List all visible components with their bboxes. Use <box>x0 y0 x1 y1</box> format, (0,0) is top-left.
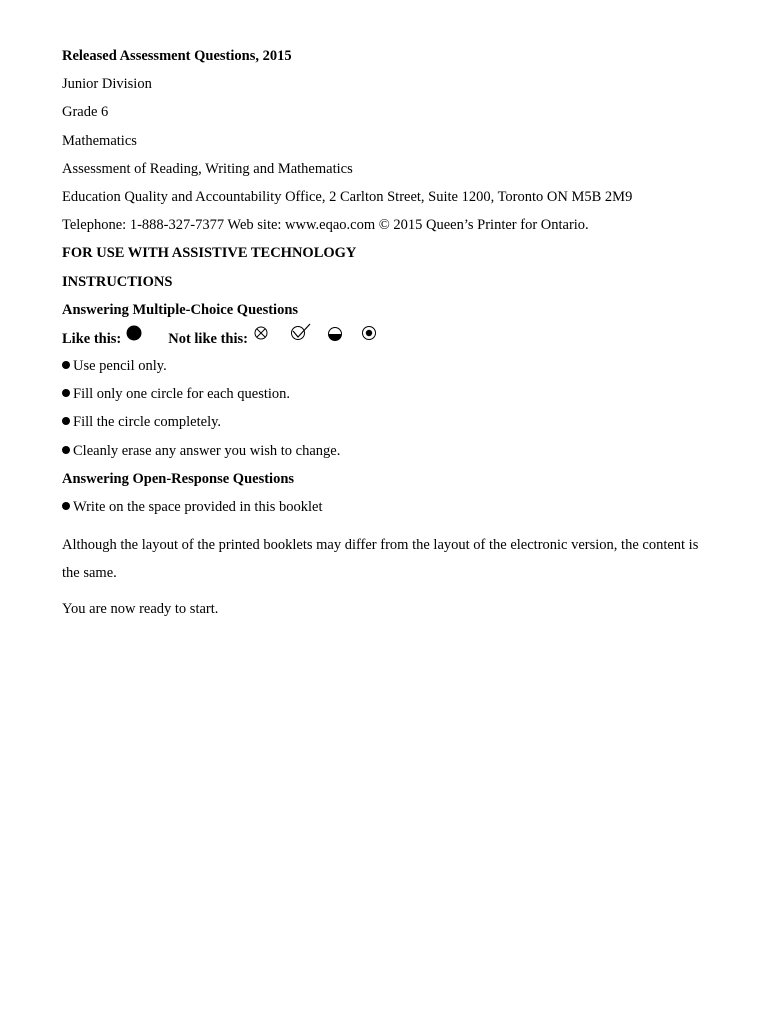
grade-text: Grade 6 <box>62 104 109 121</box>
half-filled-circle-icon <box>327 326 343 347</box>
answer-marking-example <box>62 326 722 354</box>
assistive-technology-notice: FOR USE WITH ASSISTIVE TECHNOLOGY <box>62 245 357 262</box>
crossed-circle-icon <box>254 326 268 345</box>
subject-text: Mathematics <box>62 132 137 149</box>
assessment-text: Assessment of Reading, Writing and Mathematics <box>62 160 353 177</box>
document-page <box>62 44 722 621</box>
contact-text: Telephone: 1-888-327-7377 Web site: www.eqao.com © 2015 Queen’s Printer for Ontario. <box>62 217 589 234</box>
filled-circle-icon <box>126 325 142 346</box>
bullet-icon <box>62 389 70 397</box>
open-response-heading: Answering Open-Response Questions <box>62 470 295 487</box>
checkmark-circle-icon <box>290 323 312 346</box>
bullet-icon <box>62 446 70 454</box>
bullet-icon <box>62 502 70 510</box>
document-title: Released Assessment Questions, 2015 <box>62 48 292 64</box>
list-item: Write on the space provided in this booklet <box>62 495 722 523</box>
dotted-circle-icon <box>361 325 377 346</box>
start-note: You are now ready to start. <box>62 601 219 618</box>
instructions-heading: INSTRUCTIONS <box>62 273 173 290</box>
list-item: Cleanly erase any answer you wish to change. <box>62 439 722 467</box>
list-item: Fill only one circle for each question. <box>62 382 722 410</box>
layout-note: Although the layout of the printed booklets may differ from the layout of the electronic version, the content is the same. <box>62 537 699 582</box>
bullet-icon <box>62 361 70 369</box>
bullet-icon <box>62 417 70 425</box>
like-this-label: Like this: <box>62 331 122 348</box>
division-text: Junior Division <box>62 76 152 93</box>
not-like-this-label: Not like this: <box>168 331 248 348</box>
multiple-choice-heading: Answering Multiple-Choice Questions <box>62 301 299 318</box>
office-address-text: Education Quality and Accountability Office, 2 Carlton Street, Suite 1200, Toronto ON M5B 2M9 <box>62 188 633 205</box>
list-item: Use pencil only. <box>62 354 722 382</box>
list-item: Fill the circle completely. <box>62 410 722 438</box>
